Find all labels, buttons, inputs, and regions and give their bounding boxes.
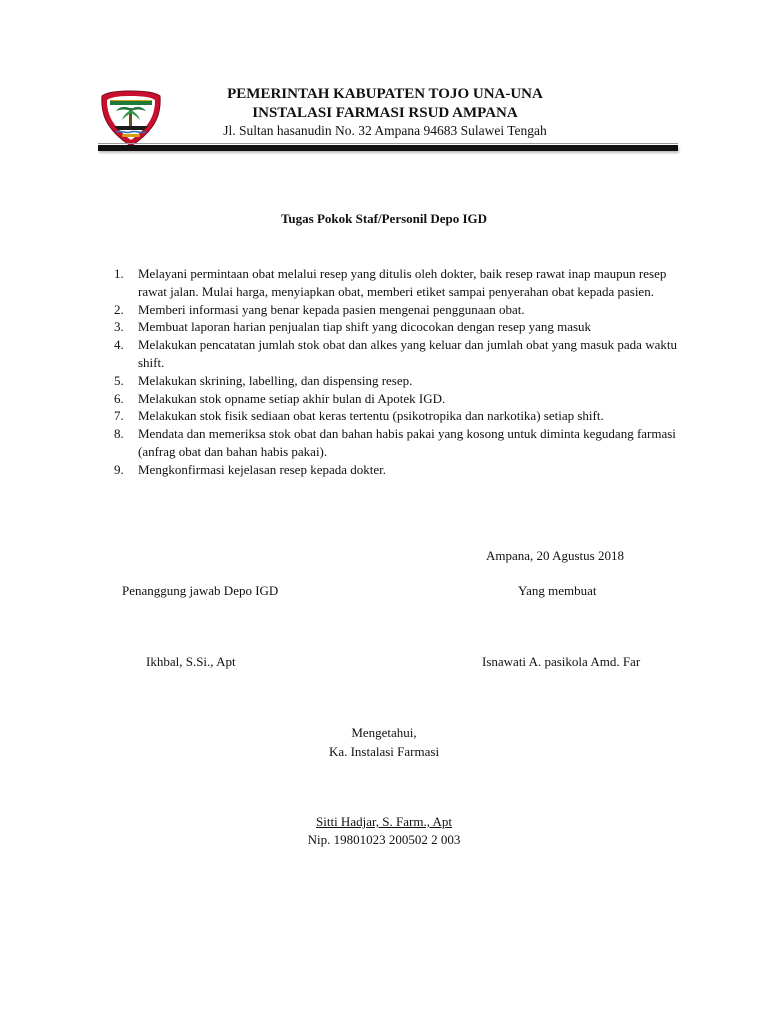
acknowledged-label: Mengetahui, [351,725,417,740]
head-name: Sitti Hadjar, S. Farm., Apt [316,814,452,829]
list-item-number: 3. [114,319,124,335]
list-item-number: 4. [114,337,124,353]
list-item-number: 7. [114,408,124,424]
head-name-wrapper [0,814,768,830]
document-title: Tugas Pokok Staf/Personil Depo IGD [280,211,488,226]
list-item [110,318,680,336]
list-item-text: Membuat laporan harian penjualan tiap shift yang dicocokan dengan resep yang masuk [138,319,592,335]
list-item [110,390,680,408]
head-title: Ka. Instalasi Farmasi [328,744,440,759]
list-item-number: 2. [114,301,124,317]
list-item-text: Mendata dan memeriksa stok obat dan bahan habis pakai yang kosong untuk diminta kegudang farmasi (anfrag obat dan bahan habis pakai). [138,426,676,459]
head-nip: Nip. 19801023 200502 2 003 [307,832,461,847]
list-item-text: Melakukan stok opname setiap akhir bulan di Apotek IGD. [138,390,446,406]
responsible-label: Penanggung jawab Depo IGD [122,583,279,598]
list-item [110,372,680,390]
list-item-text: Melakukan skrining, labelling, dan dispensing resep. [138,372,413,388]
letterhead-divider-thin [98,143,678,144]
list-item [110,425,680,461]
place-date: Ampana, 20 Agustus 2018 [486,548,624,563]
list-item-text: Melayani permintaan obat melalui resep yang ditulis oleh dokter, baik resep rawat inap maupun resep rawat jalan. Mulai harga, menyiapkan obat, memberi etiket sampai penyerahan obat kepada pasien. [138,266,667,299]
letterhead-divider-thick [98,145,678,151]
regency-shield-emblem-icon [100,90,162,148]
list-item-text: Memberi informasi yang benar kepada pasien mengenai penggunaan obat. [138,301,525,317]
maker-name: Isnawati A. pasikola Amd. Far [482,654,641,669]
list-item-number: 1. [114,266,124,281]
list-item-number: 5. [114,372,124,388]
list-item [110,265,680,301]
installation-name: INSTALASI FARMASI RSUD AMPANA [252,105,518,121]
duties-list [110,265,680,479]
government-name: PEMERINTAH KABUPATEN TOJO UNA-UNA [227,86,543,102]
address-line: Jl. Sultan hasanudin No. 32 Ampana 94683 Sulawei Tengah [223,123,547,138]
list-item-text: Mengkonfirmasi kejelasan resep kepada dokter. [138,461,386,477]
list-item-number: 8. [114,426,124,442]
list-item-number: 6. [114,390,124,406]
list-item [110,301,680,319]
list-item-number: 9. [114,461,124,477]
list-item [110,336,680,372]
list-item-text: Melakukan pencatatan jumlah stok obat dan alkes yang keluar dan jumlah obat yang masuk pada waktu shift. [138,337,677,370]
list-item [110,407,680,425]
list-item-text: Melakukan stok fisik sediaan obat keras tertentu (psikotropika dan narkotika) setiap shift. [138,408,604,424]
list-item [110,461,680,479]
maker-label: Yang membuat [518,583,597,598]
responsible-name: Ikhbal, S.Si., Apt [146,654,236,669]
